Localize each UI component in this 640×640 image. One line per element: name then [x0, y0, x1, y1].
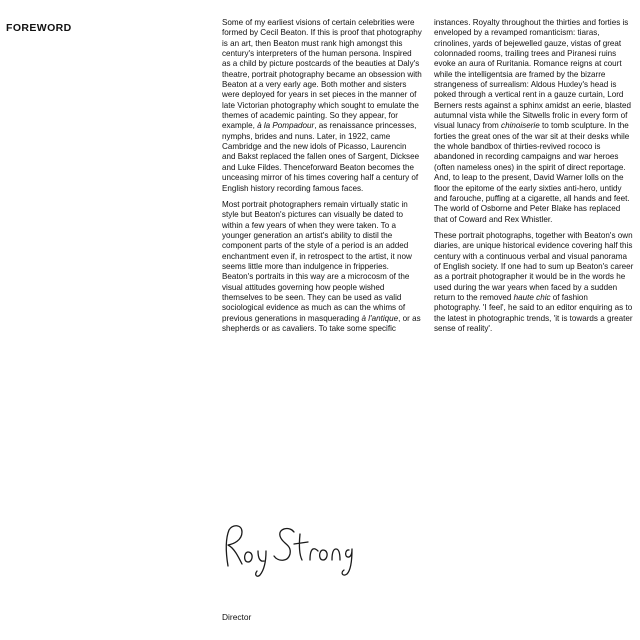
text-run: Some of my earliest visions of certain celebrities were formed by Cecil Beaton. If this is proof that photography is an art, then Beaton must rank high amongst this century's interpreters of the human persona. Inspired as a child by picture postcards of the beauties at Daly's theatre, portrait photography became an obsession with Beaton at a very early age. Both mother and sisters were deployed for years in set pieces in the manner of late Victorian photography which sought to emulate the themes of academic painting. So they appear, for example,	[222, 18, 422, 131]
italic-phrase: à la Pompadour	[257, 121, 315, 131]
text-run: instances. Royalty throughout the thirties and forties is enveloped by a revamped romanticism: tiaras, crinolines, yards of bejewelled gauze, vistas of great colonnaded rooms, trailing trees and Piranesi ruins evoke an aura of Ruritania. Romance reigns at court while the intelligentsia are framed by the bizarre strangeness of surrealism: Aldous Huxley's head is poked through a vertical rent in a gauze curtain, Lord Berners rests against a sphinx amidst an eerie, blasted autumnal vista while the Sitwells frolic in every form of visual lunacy from	[434, 18, 632, 131]
text-run: These portrait photographs, together with Beaton's own diaries, are unique historical evidence covering half this century with a continuous verbal and visual panorama of English society. If one had to sum up Beaton's career as a portrait photographer it would be in the words he used during the war years when faced by a sudden return to the removed	[434, 230, 634, 302]
text-column-left	[222, 18, 422, 340]
italic-phrase: haute chic	[513, 292, 551, 302]
paragraph	[434, 231, 634, 334]
text-run: of fashion photography. 'I feel', he said to an editor enquiring as to the latest in photographic trends, 'it is towards a greater sense of reality'.	[434, 292, 633, 333]
text-run: , or as shepherds or as cavaliers. To take some specific	[222, 313, 421, 333]
signatory-role: Director	[222, 612, 252, 622]
paragraph	[222, 18, 422, 194]
italic-phrase: à l'antique	[361, 313, 399, 323]
text-run: Most portrait photographers remain virtually static in style but Beaton's pictures can visually be dated to within a few years of when they were taken. To a younger generation an artist's ability to distil the component parts of the style of a period is an added enchantment even if, in retrospect to the artist, it now seems little more than indulgence in fripperies. Beaton's portraits in this way are a microcosm of the visual attitudes governing how people wished themselves to be seen. They can be used as valid sociological evidence as much as can the whims of previous generations in masquerading	[222, 199, 412, 323]
paragraph	[434, 18, 634, 225]
handwritten-signature	[210, 518, 360, 578]
italic-phrase: chinoiserie	[501, 121, 540, 131]
page-title: FOREWORD	[6, 22, 72, 34]
text-run: to tomb sculpture. In the forties the great ones of the war sit at their desks while the whole bandbox of thirties-revived rococo is abandoned in recording campaigns and war heroes (often nameless ones) in the spirit of direct reportage. And, to leap to the present, David Warner lolls on the floor the epitome of the early sixties anti-hero, untidy and farouche, puffing at a cigarette, all hands and feet. The world of Osborne and Peter Blake has replaced that of Coward and Rex Whistler.	[434, 121, 630, 224]
paragraph	[222, 200, 422, 334]
text-run: , as renaissance princesses, nymphs, brides and nuns. Later, in 1922, came Cambridge and the new idols of Picasso, Laurencin and Bakst replaced the fallen ones of Sargent, Dicksee and Luke Fildes. Thenceforward Beaton becomes the unceasing mirror of his times covering half a century of English history recording famous faces.	[222, 121, 420, 193]
text-column-right	[434, 18, 634, 340]
